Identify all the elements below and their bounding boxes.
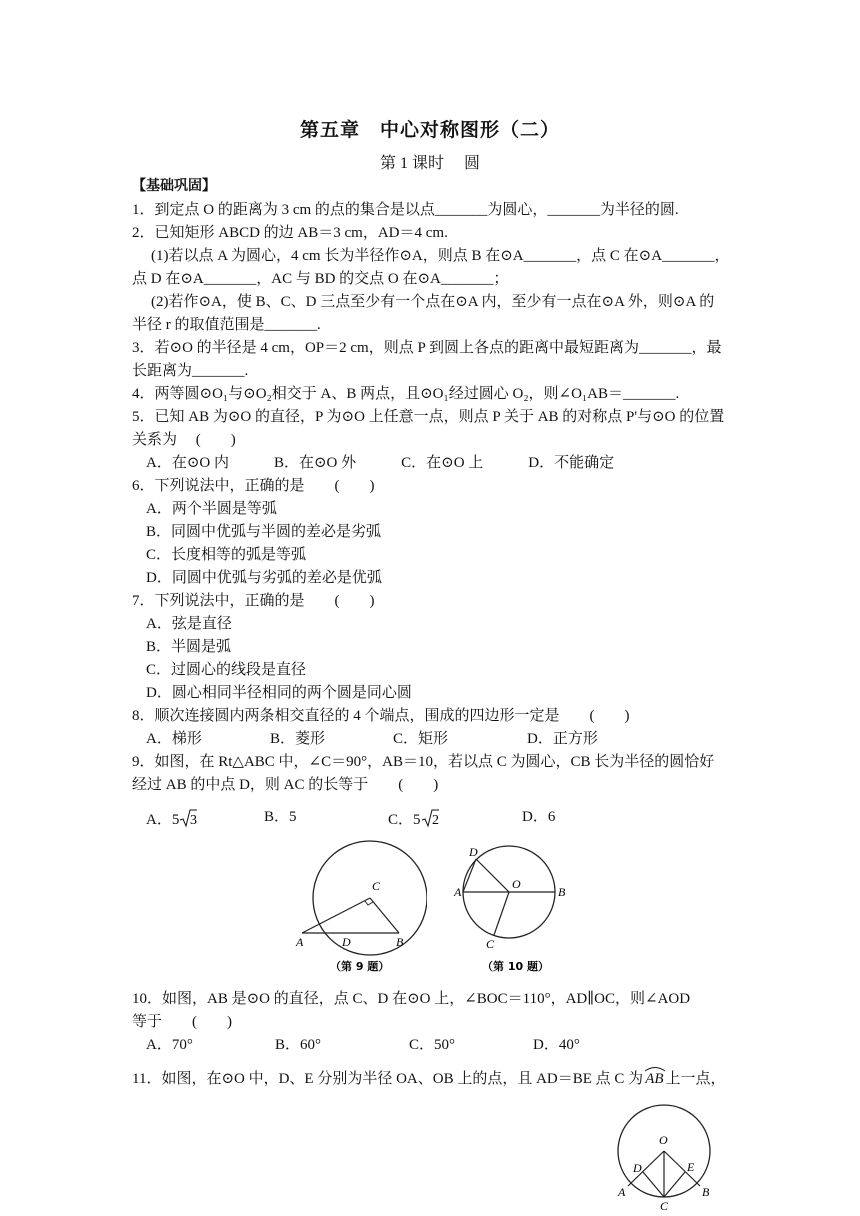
question-3-line-1: 3．若⊙O 的半径是 4 cm，OP＝2 cm，则点 P 到圆上各点的距离中最短距离为_______，最 <box>132 340 722 356</box>
radicand-a: 3 <box>190 813 198 828</box>
question-7-option-b: B．半圆是弧 <box>146 639 232 655</box>
sqrt-symbol <box>421 808 439 828</box>
fig11-radius-ob <box>664 1151 700 1186</box>
arc-ab: AB <box>643 1070 665 1089</box>
figure-11 <box>608 1086 738 1216</box>
figure-9 <box>292 840 427 975</box>
figure-10 <box>452 840 582 975</box>
fig9-right-angle <box>365 901 373 905</box>
question-1: 1．到定点 O 的距离为 3 cm 的点的集合是以点_______为圆心，_______为半径的圆. <box>132 202 679 218</box>
question-6-option-c: C．长度相等的弧是等弧 <box>146 547 307 563</box>
question-5-line-2: 关系为 ( ) <box>132 432 236 448</box>
fig9-label-c: C <box>372 879 381 893</box>
fig10-label-a: A <box>454 885 462 899</box>
question-10-line-2: 等于 ( ) <box>132 1014 232 1030</box>
question-5-line-1: 5．已知 AB 为⊙O 的直径，P 为⊙O 上任意一点，则点 P 关于 AB 的对称点 P'与⊙O 的位置 <box>132 409 725 425</box>
question-8-option-a: A．梯形 <box>146 731 202 747</box>
question-8-option-c: C．矩形 <box>393 731 449 747</box>
question-10-line-1: 10．如图，AB 是⊙O 的直径，点 C、D 在⊙O 上，∠BOC＝110°，AD∥OC，则∠AOD <box>132 991 691 1007</box>
lesson-subtitle: 第 1 课时 圆 <box>379 155 480 172</box>
fig10-caption: （第 10 题） <box>482 960 549 973</box>
question-5-options: A．在⊙O 内 B．在⊙O 外 C．在⊙O 上 D．不能确定 <box>146 455 615 471</box>
question-7: 7．下列说法中，正确的是 ( ) <box>132 593 375 609</box>
fig11-label-o: O <box>659 1133 668 1147</box>
question-7-option-d: D．圆心相同半径相同的两个圆是同心圆 <box>146 685 412 701</box>
fig11-label-d: D <box>633 1161 642 1175</box>
question-10-option-b: B．60° <box>275 1037 322 1053</box>
question-8-option-b: B．菱形 <box>270 731 326 747</box>
question-9-line-2: 经过 AB 的中点 D，则 AC 的长等于 ( ) <box>132 777 439 793</box>
fig11-label-c: C <box>660 1199 669 1213</box>
question-9-option-c: C．5 2 <box>388 808 439 830</box>
page-title: 第五章 中心对称图形（二） <box>299 119 560 141</box>
question-6-option-d: D．同圆中优弧与劣弧的差必是优弧 <box>146 570 382 586</box>
sqrt-symbol <box>179 808 197 828</box>
fig11-label-a: A <box>618 1185 626 1199</box>
fig9-label-a: A <box>296 935 304 949</box>
fig10-line-oc <box>494 892 509 935</box>
question-10-option-a: A．70° <box>146 1037 193 1053</box>
question-9-option-a: A．5 3 <box>146 808 197 830</box>
section-heading: 【基础巩固】 <box>132 178 216 194</box>
question-7-option-a: A．弦是直径 <box>146 616 232 632</box>
fig11-label-b: B <box>702 1185 710 1199</box>
question-9-option-d: D．6 <box>522 809 556 825</box>
fig9-caption: （第 9 题） <box>330 960 390 973</box>
radicand-c: 2 <box>431 813 439 828</box>
question-2: 2．已知矩形 ABCD 的边 AB＝3 cm，AD＝4 cm. <box>132 225 448 241</box>
question-7-option-c: C．过圆心的线段是直径 <box>146 662 307 678</box>
fig10-label-b: B <box>558 885 566 899</box>
fig10-line-ad <box>463 859 476 892</box>
fig10-line-od <box>476 859 509 892</box>
question-6-option-b: B．同圆中优弧与半圆的差必是劣弧 <box>146 524 382 540</box>
question-8: 8．顺次连接圆内两条相交直径的 4 个端点，围成的四边形一定是 ( ) <box>132 708 630 724</box>
fig11-label-e: E <box>687 1160 695 1174</box>
question-2-part-1-line-1: (1)若以点 A 为圆心，4 cm 长为半径作⊙A，则点 B 在⊙A_______，点 C 在⊙A_______， <box>151 248 730 264</box>
question-10-option-d: D．40° <box>533 1037 580 1053</box>
question-9-option-b: B．5 <box>264 809 297 825</box>
fig9-line-cb <box>370 898 399 933</box>
question-2-part-2-line-2: 半径 r 的取值范围是_______. <box>132 317 321 333</box>
question-4: 4．两等圆⊙O₁与⊙O₂相交于 A、B 两点，且⊙O₁经过圆心 O₂，则∠O₁AB＝_______. <box>132 386 680 402</box>
question-2-part-2-line-1: (2)若作⊙A，使 B、C、D 三点至少有一个点在⊙A 内，至少有一点在⊙A 外，则⊙A 的 <box>151 294 715 310</box>
fig9-label-b: B <box>396 935 404 949</box>
question-3-line-2: 长距离为_______. <box>132 363 249 379</box>
question-8-option-d: D．正方形 <box>527 731 598 747</box>
fig10-label-c: C <box>486 937 495 951</box>
question-6: 6．下列说法中，正确的是 ( ) <box>132 478 375 494</box>
fig9-line-ac <box>302 898 370 933</box>
fig10-label-d: D <box>469 845 478 859</box>
question-9-line-1: 9．如图，在 Rt△ABC 中，∠C＝90°，AB＝10，若以点 C 为圆心，CB 长为半径的圆恰好 <box>132 754 715 770</box>
question-11-line-1: 11．如图，在⊙O 中，D、E 分别为半径 OA、OB 上的点，且 AD＝BE 点 C 为 AB 上一点， <box>132 1070 726 1089</box>
question-10-option-c: C．50° <box>409 1037 456 1053</box>
question-6-option-a: A．两个半圆是等弧 <box>146 501 277 517</box>
fig10-label-o: O <box>512 877 521 891</box>
fig9-label-d: D <box>342 935 351 949</box>
question-2-part-1-line-2: 点 D 在⊙A_______，AC 与 BD 的交点 O 在⊙A_______； <box>132 271 509 287</box>
arc-mark <box>643 1065 667 1072</box>
